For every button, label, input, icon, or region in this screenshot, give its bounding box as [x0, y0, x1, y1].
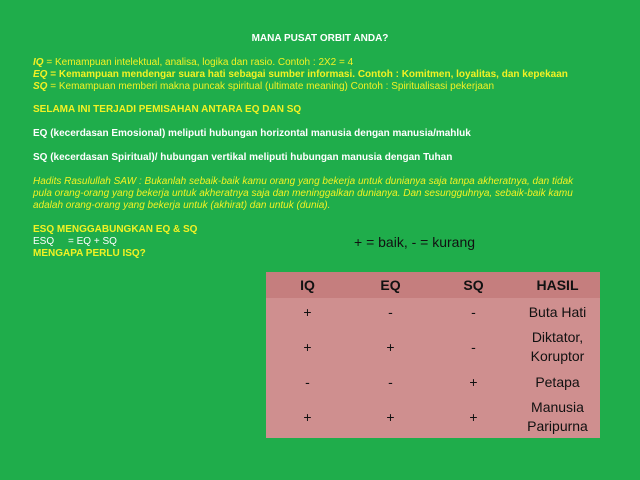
- cell-sq: -: [471, 338, 476, 355]
- hasil-text: Koruptor: [530, 348, 585, 364]
- hasil-text: Diktator,: [531, 329, 584, 345]
- esq-heading: ESQ MENGGABUNGKAN EQ & SQ: [33, 224, 198, 235]
- sq-text: = Kemampuan memberi makna puncak spiritual (ultimate meaning) Contoh : Spiritualisasi pekerjaan: [47, 81, 495, 92]
- legend: + = baik, - = kurang: [354, 234, 476, 250]
- header-eq: EQ: [380, 277, 401, 293]
- iq-text: = Kemampuan intelektual, analisa, logika dan rasio. Contoh : 2X2 = 4: [43, 57, 354, 68]
- eq-description: EQ (kecerdasan Emosional) meliputi hubungan horizontal manusia dengan manusia/mahluk: [33, 128, 471, 139]
- header-sq: SQ: [463, 277, 484, 293]
- sq-definition: [33, 81, 494, 93]
- cell-eq: -: [388, 303, 393, 320]
- sq-description: SQ (kecerdasan Spiritual)/ hubungan vertikal meliputi hubungan manusia dengan Tuhan: [33, 152, 453, 163]
- eq-term: EQ: [33, 69, 48, 80]
- sq-term: SQ: [33, 81, 48, 92]
- comparison-table: [266, 272, 600, 438]
- cell-iq: +: [303, 303, 312, 320]
- cell-eq: +: [386, 338, 395, 355]
- cell-iq: +: [303, 408, 312, 425]
- table-row: [266, 326, 600, 368]
- why-isq-heading: MENGAPA PERLU ISQ?: [33, 248, 146, 259]
- separation-heading: SELAMA INI TERJADI PEMISAHAN ANTARA EQ DAN SQ: [33, 104, 302, 115]
- cell-sq: +: [469, 408, 478, 425]
- hasil-text: Buta Hati: [528, 303, 587, 320]
- header-hasil: HASIL: [536, 277, 579, 293]
- hadits-line-2: pula orang-orang yang bekerja untuk akheratnya saja dan meninggalkan dunianya. Dan sesungguhnya, sebaik-baik kamu: [33, 188, 573, 199]
- hasil-text: Paripurna: [527, 418, 588, 434]
- cell-eq: -: [388, 373, 393, 390]
- table-row: [266, 298, 600, 326]
- cell-hasil: [515, 368, 600, 396]
- cell-eq: +: [386, 408, 395, 425]
- iq-definition: [33, 57, 353, 69]
- iq-term: IQ: [33, 57, 44, 68]
- table-row: [266, 368, 600, 396]
- eq-text: = Kemampuan mendengar suara hati sebagai sumber informasi. Contoh : Komitmen, loyalitas, dan kepekaan: [47, 69, 568, 80]
- cell-iq: +: [303, 338, 312, 355]
- cell-sq: +: [469, 373, 478, 390]
- cell-hasil: [515, 298, 600, 326]
- cell-hasil: [515, 326, 600, 368]
- header-iq: IQ: [300, 277, 315, 293]
- table-row: [266, 396, 600, 438]
- table-header-row: [266, 272, 600, 298]
- cell-iq: -: [305, 373, 310, 390]
- hasil-text: Manusia: [531, 399, 584, 415]
- hadits-line-3: adalah orang-orang yang bekerja untuk (akhirat) dan untuk (dunia).: [33, 200, 331, 211]
- page-title: MANA PUSAT ORBIT ANDA?: [251, 33, 389, 44]
- hasil-text: Petapa: [535, 373, 580, 390]
- eq-definition: [33, 69, 568, 81]
- esq-formula: ESQ = EQ + SQ: [33, 236, 117, 247]
- cell-sq: -: [471, 303, 476, 320]
- hadits-line-1: Hadits Rasulullah SAW : Bukanlah sebaik-baik kamu orang yang bekerja untuk dunianya saja tanpa akheratnya, dan tidak: [33, 176, 574, 187]
- cell-hasil: [515, 396, 600, 438]
